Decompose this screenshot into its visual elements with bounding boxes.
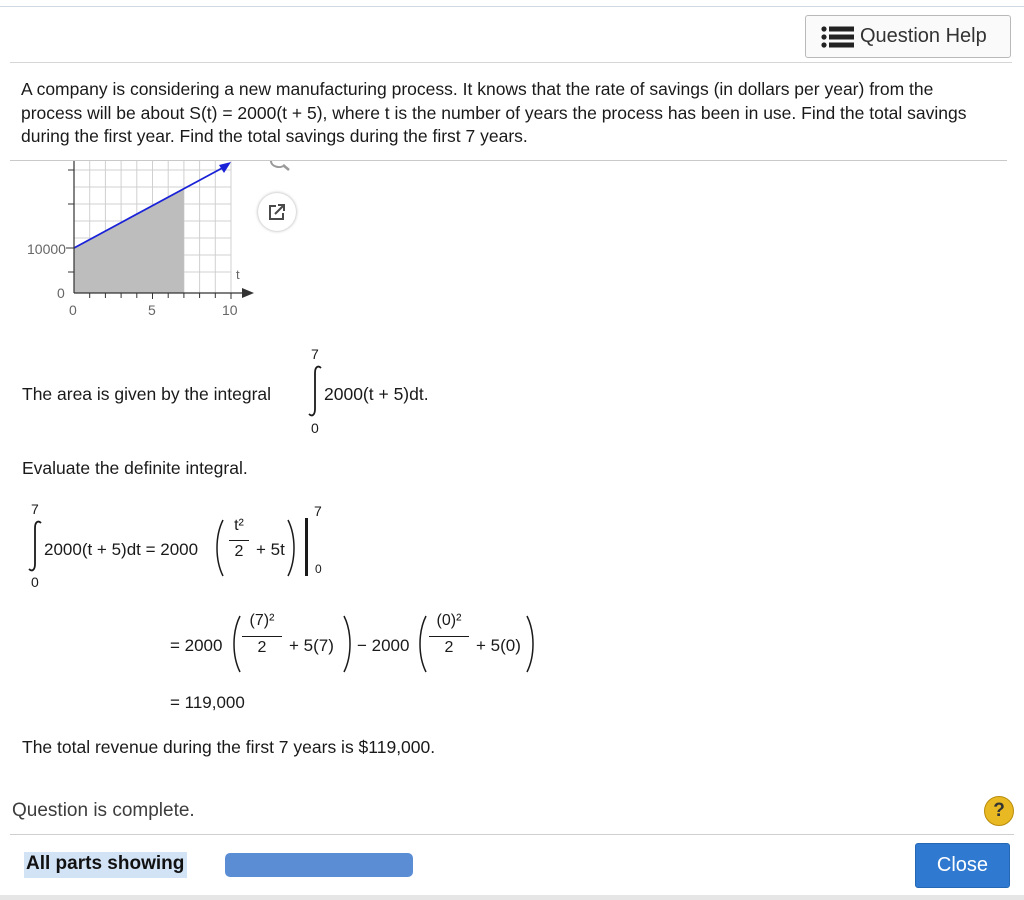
- eval-line2-minus: − 2000: [357, 636, 410, 655]
- integral-lower-limit: 0: [311, 420, 319, 436]
- eval-line1-rest: + 5t: [256, 540, 285, 559]
- paren-right: [525, 614, 537, 674]
- integrand: 2000(t + 5)dt.: [324, 384, 429, 404]
- evaluation-bar: [305, 518, 308, 576]
- eval-lower-bound: 0: [315, 562, 322, 576]
- eval-line2-denominator-2: 2: [444, 639, 454, 656]
- fraction-bar: [229, 540, 249, 541]
- eval-line2-mid-2: + 5(0): [476, 636, 521, 655]
- fraction-bar: [429, 636, 469, 637]
- result: = 119,000: [170, 693, 245, 712]
- footer-divider: [10, 834, 1014, 835]
- eval-line1-denominator: 2: [234, 543, 244, 560]
- top-divider: [0, 6, 1024, 7]
- fraction-bar: [242, 636, 282, 637]
- y-tick-10000: 10000: [27, 241, 66, 257]
- integral-sign: [306, 365, 324, 417]
- eval-line2-denominator-1: 2: [257, 639, 267, 656]
- open-graph-button[interactable]: [258, 193, 296, 231]
- header-divider: [10, 62, 1012, 63]
- paren-right: [286, 518, 298, 578]
- evaluate-text: Evaluate the definite integral.: [22, 458, 248, 478]
- help-question-icon[interactable]: ?: [984, 796, 1014, 826]
- eval-line2-start: = 2000: [170, 636, 223, 655]
- eval-integral-lower: 0: [31, 574, 39, 590]
- conclusion-text: The total revenue during the first 7 years is $119,000.: [22, 737, 436, 757]
- area-text: The area is given by the integral: [22, 384, 272, 404]
- eval-line2-mid-1: + 5(7): [289, 636, 334, 655]
- paren-left: [213, 518, 225, 578]
- y-tick-0: 0: [57, 285, 65, 301]
- list-icon: [820, 26, 854, 48]
- close-button[interactable]: Close: [915, 843, 1010, 888]
- savings-graph: [0, 161, 270, 321]
- question-help-label: Question Help: [860, 25, 987, 47]
- t-axis-label: t: [236, 267, 240, 282]
- parts-progress-bar: [225, 853, 413, 877]
- paren-right: [342, 614, 354, 674]
- eval-upper-bound: 7: [314, 503, 322, 519]
- completion-status: Question is complete.: [12, 800, 195, 821]
- magnify-icon[interactable]: [268, 161, 292, 173]
- t-axis-arrow: [242, 288, 254, 298]
- eval-line1-lhs: 2000(t + 5)dt = 2000: [44, 540, 199, 559]
- eval-line2-numerator-1: (7)²: [249, 612, 275, 629]
- integral-upper-limit: 7: [311, 346, 319, 362]
- x-tick-10: 10: [222, 302, 238, 318]
- x-tick-0: 0: [69, 302, 77, 318]
- question-help-button[interactable]: [805, 15, 1011, 58]
- bottom-edge: [0, 895, 1024, 900]
- x-tick-5: 5: [148, 302, 156, 318]
- eval-line2-numerator-2: (0)²: [436, 612, 462, 629]
- question-text: A company is considering a new manufacturing process. It knows that the rate of savings (in dollars per year) from the process will be about S(t) = 2000(t + 5), where t is the number of years the process has been in use. Find the total savings during the first year. Find the total savings during the first 7 years.: [21, 79, 967, 146]
- eval-integral-upper: 7: [31, 501, 39, 517]
- all-parts-label: All parts showing: [24, 852, 187, 878]
- eval-line1-numerator: t²: [234, 517, 244, 534]
- integral-sign: [26, 520, 44, 572]
- external-link-icon: [267, 202, 287, 222]
